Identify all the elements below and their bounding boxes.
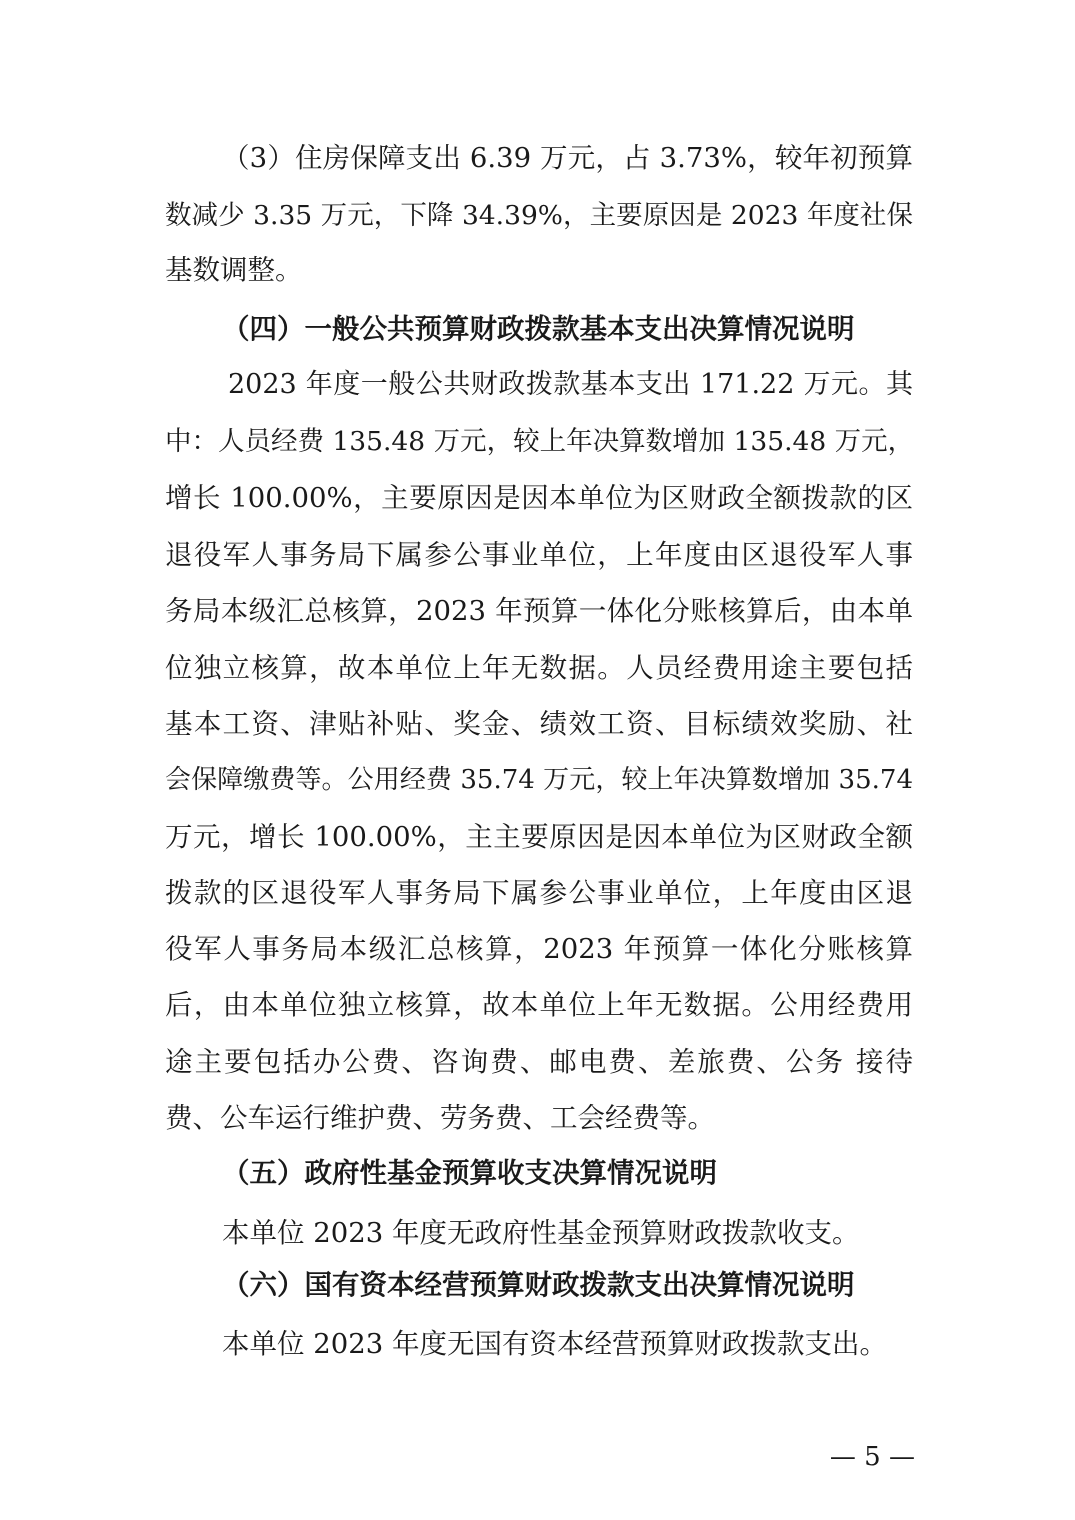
paragraph-line: 2023 年度一般公共财政拨款基本支出 171.22 万元。其 [228,369,913,400]
paragraph-line: 役军人事务局本级汇总核算，2023 年预算一体化分账核算 [165,933,913,965]
paragraph-line: 本单位 2023 年度无政府性基金预算财政拨款收支。 [222,1217,860,1249]
page-number: — 5 — [829,1442,915,1472]
paragraph-line: 数减少 3.35 万元，下降 34.39%，主要原因是 2023 年度社保 [165,200,913,231]
paragraph-line: 务局本级汇总核算，2023 年预算一体化分账核算后，由本单 [165,595,913,627]
paragraph-line: 途主要包括办公费、咨询费、邮电费、差旅费、公务 接待 [165,1046,913,1078]
paragraph-line: 拨款的区退役军人事务局下属参公事业单位，上年度由区退 [165,877,913,909]
paragraph-line: 退役军人事务局下属参公事业单位，上年度由区退役军人事 [165,539,913,571]
paragraph-line: 基本工资、津贴补贴、奖金、绩效工资、目标绩效奖励、社 [165,708,913,740]
paragraph-line: 位独立核算，故本单位上年无数据。人员经费用途主要包括 [165,652,913,684]
paragraph-line: 费、公车运行维护费、劳务费、工会经费等。 [165,1102,715,1134]
paragraph-line: 增长 100.00%，主要原因是因本单位为区财政全额拨款的区 [165,482,913,514]
paragraph-line: 中：人员经费 135.48 万元，较上年决算数增加 135.48 万元， [165,426,915,457]
paragraph-line: 本单位 2023 年度无国有资本经营预算财政拨款支出。 [222,1328,887,1360]
paragraph-line: 后，由本单位独立核算，故本单位上年无数据。公用经费用 [165,989,913,1021]
paragraph-line: （3）住房保障支出 6.39 万元，占 3.73%，较年初预算 [222,142,913,174]
section-heading-four: （四）一般公共预算财政拨款基本支出决算情况说明 [222,313,855,345]
section-heading-five: （五）政府性基金预算收支决算情况说明 [222,1157,717,1189]
paragraph-line: 基数调整。 [165,254,303,286]
section-heading-six: （六）国有资本经营预算财政拨款支出决算情况说明 [222,1269,855,1301]
paragraph-line: 万元，增长 100.00%，主主要原因是因本单位为区财政全额 [165,821,913,853]
paragraph-line: 会保障缴费等。公用经费 35.74 万元，较上年决算数增加 35.74 [165,765,913,795]
